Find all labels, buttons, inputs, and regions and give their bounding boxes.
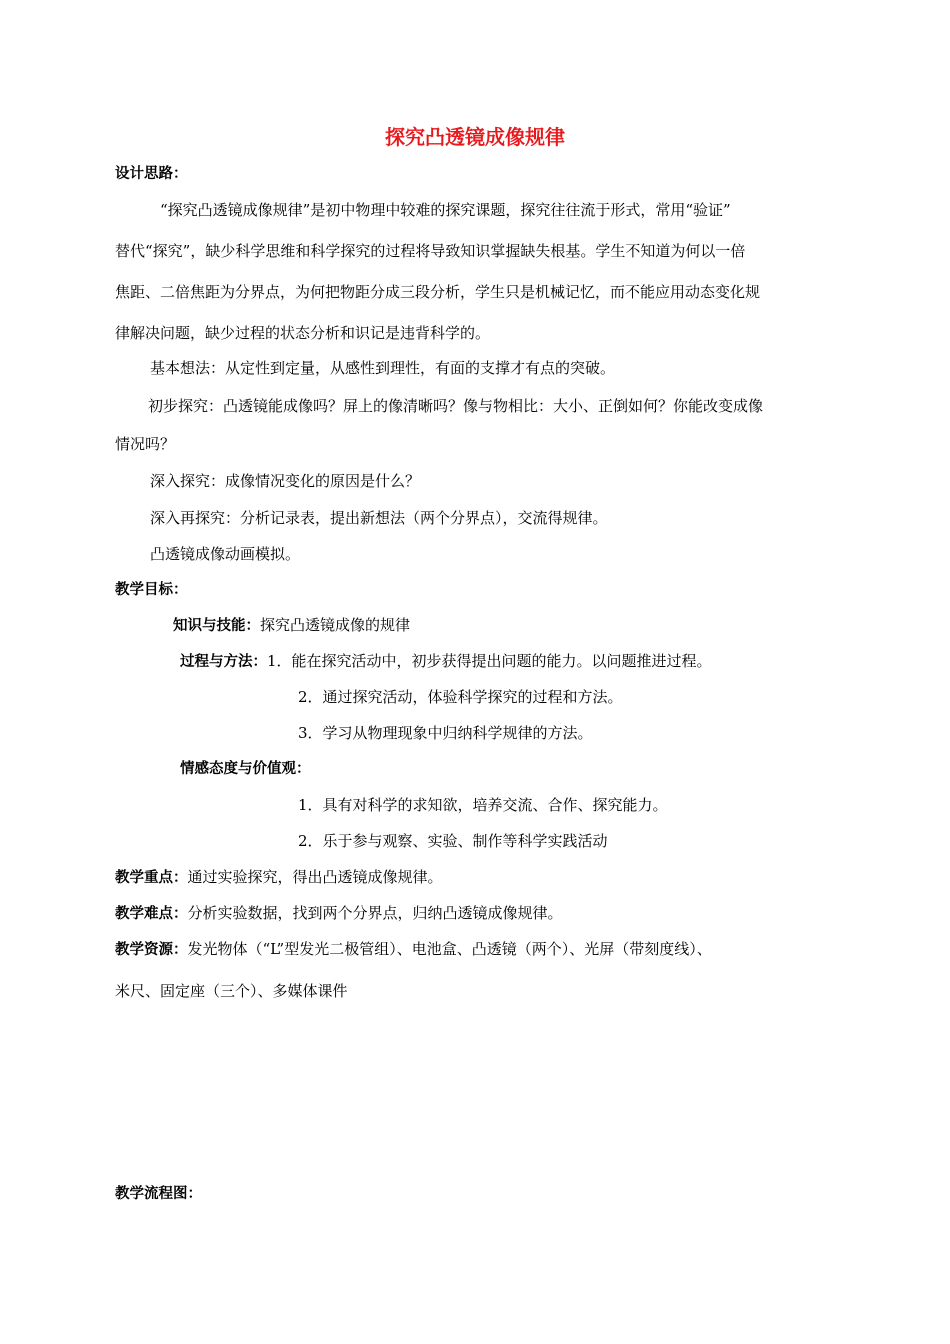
design-paragraph-line: “探究凸透镜成像规律”是初中物理中较难的探究课题，探究往往流于形式，常用“验证” xyxy=(160,201,731,219)
resources-line: 发光物体（“L”型发光二极管组）、电池盒、凸透镜（两个）、光屏（带刻度线）、 xyxy=(187,940,712,958)
knowledge-label: 知识与技能： xyxy=(173,618,260,634)
knowledge-goal xyxy=(173,615,410,636)
basic-idea-text: 基本想法：从定性到定量，从感性到理性，有面的支撑才有点的突破。 xyxy=(150,359,616,377)
design-paragraph-line: 焦距、二倍焦距为分界点，为何把物距分成三段分析，学生只是机械记忆，而不能应用动态变化规 xyxy=(115,283,761,301)
deep-inquiry-text: 深入探究：成像情况变化的原因是什么？ xyxy=(150,472,421,490)
goals-heading: 教学目标： xyxy=(115,582,188,598)
flowchart-heading: 教学流程图： xyxy=(115,1186,202,1202)
resources xyxy=(115,939,712,960)
key-point xyxy=(115,867,443,888)
emotion-item: 2．乐于参与观察、实验、制作等科学实践活动 xyxy=(298,832,608,850)
process-item: 3．学习从物理现象中归纳科学规律的方法。 xyxy=(298,724,593,742)
resources-label: 教学资源： xyxy=(115,942,188,958)
process-item: 1．能在探究活动中，初步获得提出问题的能力。以问题推进过程。 xyxy=(267,652,712,670)
knowledge-text: 探究凸透镜成像的规律 xyxy=(260,616,411,634)
resources-line: 米尺、固定座（三个）、多媒体课件 xyxy=(115,982,348,1000)
design-paragraph-line: 律解决问题，缺少过程的状态分析和识记是违背科学的。 xyxy=(115,324,491,342)
emotion-label: 情感态度与价值观： xyxy=(180,761,311,777)
initial-inquiry-line: 初步探究：凸透镜能成像吗？屏上的像清晰吗？像与物相比：大小、正倒如何？你能改变成像 xyxy=(148,397,764,415)
key-point-text: 通过实验探究，得出凸透镜成像规律。 xyxy=(187,868,443,886)
document-title: 探究凸透镜成像规律 xyxy=(385,125,565,149)
difficulty-text: 分析实验数据，找到两个分界点，归纳凸透镜成像规律。 xyxy=(187,904,563,922)
key-point-label: 教学重点： xyxy=(115,870,188,886)
animation-text: 凸透镜成像动画模拟。 xyxy=(150,545,301,563)
process-goal xyxy=(180,651,712,672)
difficulty-label: 教学难点： xyxy=(115,906,188,922)
design-paragraph-line: 替代“探究”，缺少科学思维和科学探究的过程将导致知识掌握缺失根基。学生不知道为何以一倍 xyxy=(115,242,746,260)
process-item: 2．通过探究活动，体验科学探究的过程和方法。 xyxy=(298,688,623,706)
deeper-inquiry-text: 深入再探究：分析记录表，提出新想法（两个分界点），交流得规律。 xyxy=(150,509,608,527)
design-heading: 设计思路： xyxy=(115,166,188,182)
emotion-item: 1．具有对科学的求知欲，培养交流、合作、探究能力。 xyxy=(298,796,668,814)
difficulty xyxy=(115,903,563,924)
process-label: 过程与方法： xyxy=(180,654,267,670)
initial-inquiry-line: 情况吗？ xyxy=(115,435,176,453)
